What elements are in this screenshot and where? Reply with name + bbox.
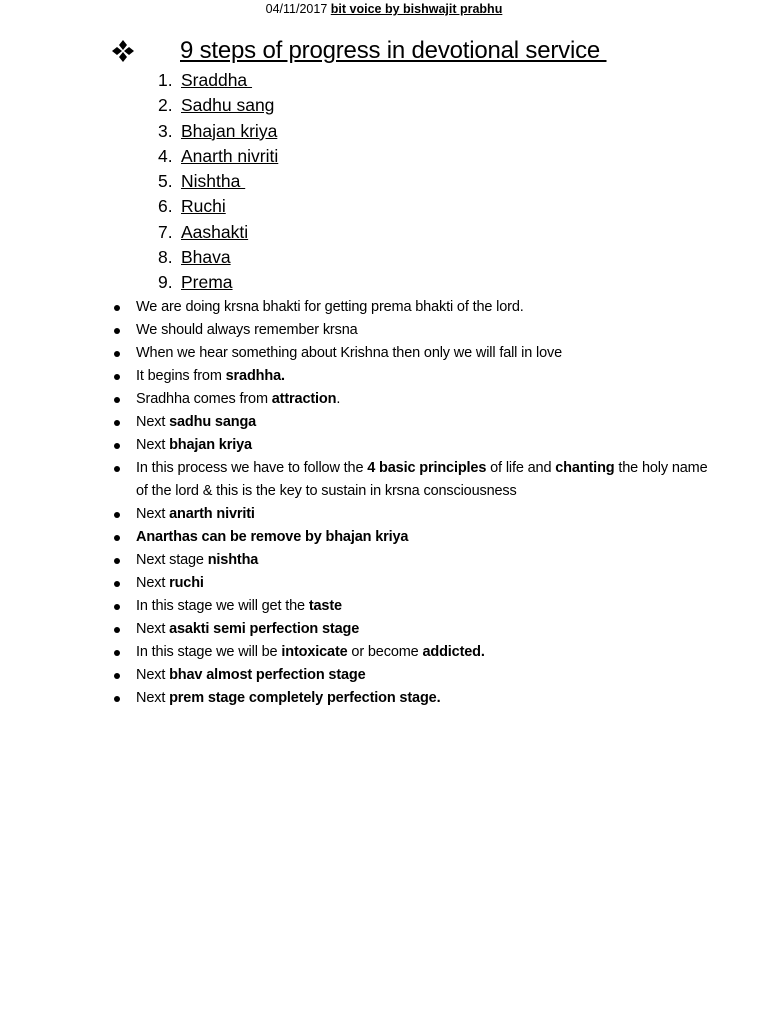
list-item xyxy=(110,618,710,641)
bullet-dot-icon xyxy=(114,397,120,403)
bold-text: intoxicate xyxy=(281,644,348,660)
text: Next xyxy=(136,575,170,591)
bullet-dot-icon xyxy=(114,558,120,564)
bullet-dot-icon xyxy=(114,535,120,541)
notes-list xyxy=(110,296,710,710)
list-item xyxy=(110,595,710,618)
bullet-dot-icon xyxy=(114,305,120,311)
list-item xyxy=(110,411,710,434)
bullet-dot-icon xyxy=(114,420,120,426)
bullet-dot-icon xyxy=(114,443,120,449)
step-item xyxy=(158,119,278,144)
text: Next stage xyxy=(136,552,208,568)
bullet-dot-icon xyxy=(114,673,120,679)
text: In this stage we will get the xyxy=(136,598,309,614)
title-row xyxy=(112,34,607,68)
bold-text: addicted. xyxy=(422,644,485,660)
step-item xyxy=(158,245,278,270)
bullet-dot-icon xyxy=(114,650,120,656)
bold-text: attraction xyxy=(271,391,337,407)
bold-text: bhajan kriya xyxy=(169,437,252,453)
list-item xyxy=(110,503,710,526)
step-item xyxy=(158,220,278,245)
list-item xyxy=(110,572,710,595)
bold-text: prem stage completely perfection stage. xyxy=(169,690,441,706)
text: or become xyxy=(347,644,423,660)
step-item xyxy=(158,144,278,169)
list-item xyxy=(110,526,710,549)
list-item xyxy=(110,342,710,365)
text: Next xyxy=(136,437,170,453)
bold-text: asakti semi perfection stage xyxy=(169,621,360,637)
bold-text: sradhha. xyxy=(225,368,285,384)
page-title: 9 steps of progress in devotional service xyxy=(180,37,607,64)
bullet-dot-icon xyxy=(114,466,120,472)
text: We should always remember krsna xyxy=(136,322,358,338)
bold-text: taste xyxy=(308,598,342,614)
text: of life and xyxy=(486,460,556,476)
step-number: 1. xyxy=(158,70,173,90)
step-number: 5. xyxy=(158,171,173,192)
step-label: Anarth nivriti xyxy=(181,145,279,166)
bold-text: ruchi xyxy=(169,575,204,591)
text: the holy name of the lord & this is the key to sustain in krsna consciousness xyxy=(136,460,708,499)
step-number: 6. xyxy=(158,196,173,217)
step-label: Prema xyxy=(181,272,233,293)
four-diamond-bullet-icon xyxy=(112,40,134,62)
list-item xyxy=(110,388,710,411)
header-author: bit voice by bishwajit prabhu xyxy=(330,2,503,16)
list-item xyxy=(110,457,710,503)
step-item xyxy=(158,270,278,295)
bullet-dot-icon xyxy=(114,351,120,357)
step-number: 8. xyxy=(158,247,173,268)
bullet-dot-icon xyxy=(114,328,120,334)
step-label: Sadhu sang xyxy=(181,95,275,116)
bold-text: 4 basic principles xyxy=(367,460,487,476)
bold-text: bhav almost perfection stage xyxy=(169,667,366,683)
text: In this process we have to follow the xyxy=(136,460,368,476)
bullet-dot-icon xyxy=(114,374,120,380)
step-label: Ruchi xyxy=(181,196,226,217)
text: Next xyxy=(136,690,170,706)
page-header xyxy=(0,1,768,17)
bold-text: anarth nivriti xyxy=(169,506,255,522)
list-item xyxy=(110,664,710,687)
step-label: Aashakti xyxy=(181,221,249,242)
step-label: Nishtha xyxy=(181,171,246,192)
step-item xyxy=(158,68,278,93)
text: It begins from xyxy=(136,368,226,384)
step-label: Sraddha xyxy=(181,70,253,90)
list-item xyxy=(110,365,710,388)
bold-text: Anarthas can be remove by bhajan kriya xyxy=(136,529,409,545)
text: In this stage we will be xyxy=(136,644,282,660)
steps-list xyxy=(158,68,278,296)
bullet-dot-icon xyxy=(114,581,120,587)
bold-text: sadhu sanga xyxy=(169,414,257,430)
step-number: 2. xyxy=(158,95,173,116)
list-item xyxy=(110,687,710,710)
list-item xyxy=(110,319,710,342)
text: Next xyxy=(136,667,170,683)
step-number: 4. xyxy=(158,145,173,166)
step-number: 7. xyxy=(158,221,173,242)
step-item xyxy=(158,169,278,194)
step-label: Bhajan kriya xyxy=(181,120,278,141)
text: Next xyxy=(136,506,170,522)
step-label: Bhava xyxy=(181,247,231,268)
bullet-dot-icon xyxy=(114,604,120,610)
list-item xyxy=(110,434,710,457)
list-item xyxy=(110,296,710,319)
text: When we hear something about Krishna then only we will fall in love xyxy=(136,345,562,361)
list-item xyxy=(110,641,710,664)
text: Next xyxy=(136,414,170,430)
step-number: 9. xyxy=(158,272,173,293)
list-item xyxy=(110,549,710,572)
step-item xyxy=(158,194,278,219)
bullet-dot-icon xyxy=(114,512,120,518)
text: Sradhha comes from xyxy=(136,391,272,407)
step-number: 3. xyxy=(158,120,173,141)
text: . xyxy=(336,391,341,407)
bullet-dot-icon xyxy=(114,696,120,702)
bullet-dot-icon xyxy=(114,627,120,633)
bold-text: nishtha xyxy=(207,552,259,568)
text: We are doing krsna bhakti for getting prema bhakti of the lord. xyxy=(136,299,524,315)
text: Next xyxy=(136,621,170,637)
bold-text: chanting xyxy=(555,460,615,476)
step-item xyxy=(158,93,278,118)
header-date: 04/11/2017 xyxy=(265,2,328,16)
